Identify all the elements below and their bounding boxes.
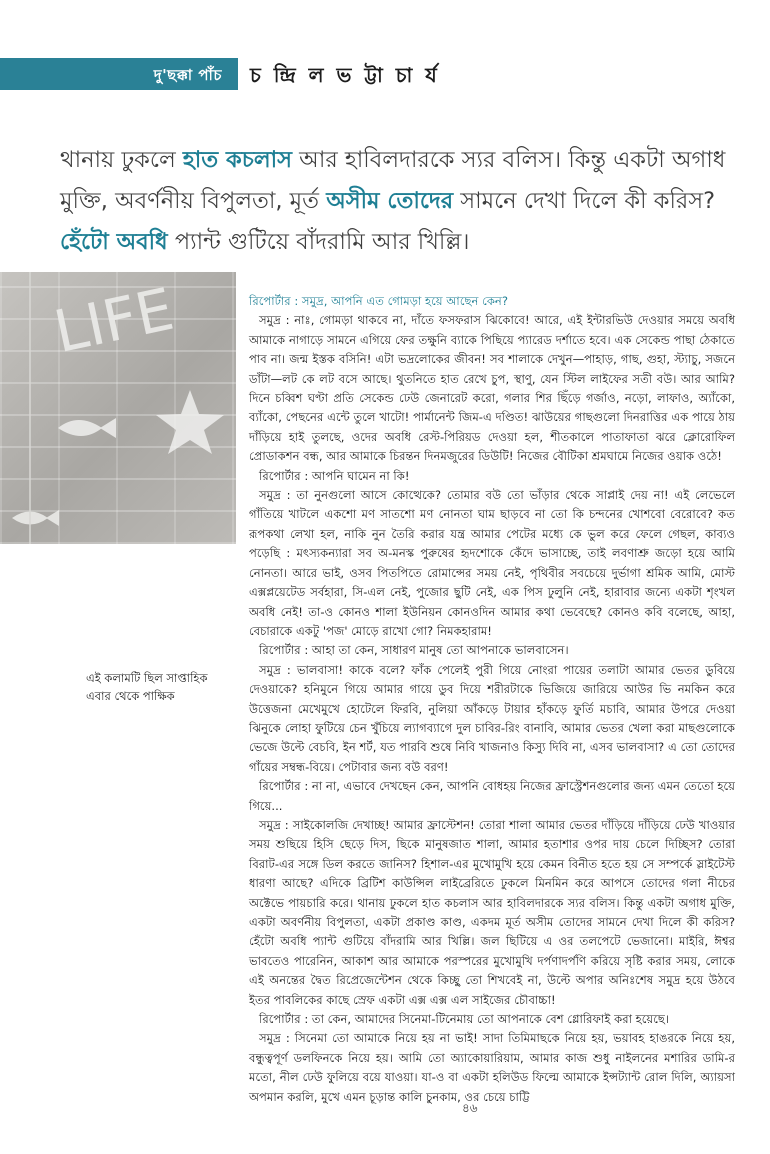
pull-quote-text: থানায় ঢুকলে: [60, 147, 183, 173]
pull-quote-text: আর হাবিলদারকে স্যর বলিস। কিন্তু একটা অগাধ মুক্তি, অবর্ণনীয় বিপুলতা, মূর্ত: [60, 147, 726, 214]
author-name: চ ন্দ্রি ল ভ ট্টা চা র্য: [250, 63, 440, 87]
article-paragraph: সমুদ্র : সাইকোলজি দেখাচ্ছ! আমার ফ্রাস্টেশন! তোরা শালা আমার ভেতর দাঁড়িয়ে দাঁড়িয়ে ঢেউ খাওয়ার সময় শুছিয়ে হিসি ছেড়ে দিস, ছিকে মানুষজাত শালা, আমার হতাশার ওপর দায় চেলে দিচ্ছিস? তোরা বিরাট-এর সঙ্গে ডিল করতে জানিস? হিশাল-এর মুখোমুখি হয়ে কেমন বিনীত হতে হয় সে সম্পর্কে স্লাইটেস্ট ধারণা আছে? এদিকে ব্রিটিশ কাউন্সিল লাইব্রেরিতে ঢুকলে মিনমিন করে আপসে তোদের গলা নীচের অক্টেভে পায়চারি করে। থানায় ঢুকলে হাত কচলাস আর হাবিলদারকে স্যর বলিস। কিন্তু একটা অগাধ মুক্তি, একটা অবর্ণনীয় বিপুলতা, একটা প্রকাণ্ড কাণ্ড, একদম মূর্ত অসীম তোদের সামনে দেখা দিলে কী করিস? হেঁটো অবধি প্যান্ট গুটিয়ে বাঁদরামি আর খিল্লি। জল ছিটিয়ে এ ওর তলপেটে ভেজানো। মাইরি, ঈশ্বর ভাবতেও পারেনিন, আকাশ আর আমাকে পরস্পরের মুখোমুখি দর্পণাদর্পণি করিয়ে সৃষ্টি করার সময়, লোকে এই অনন্তের দ্বৈত রিপ্রেজেন্টেশন থেকে কিচ্ছু তো শিখবেই না, উল্টে অপার অনিঃশেষ সমুদ্র হয়ে উঠবে ইতর পাবলিকের কাছে স্রেফ একটা এক্স এক্স এল সাইজের চৌবাচ্চা!: [249, 817, 735, 1007]
pull-quote-text: প্যান্ট গুটিয়ে বাঁদরামি আর খিল্লি।: [167, 229, 470, 255]
pull-quote-highlight: অসীম তোদের: [326, 188, 454, 214]
caption-line: এবার থেকে পাক্ষিক: [86, 689, 175, 703]
pull-quote-highlight: হেঁটো অবধি: [60, 229, 168, 255]
pull-quote-text: সামনে দেখা দিলে কী করিস?: [453, 188, 716, 214]
article-paragraph: রিপোর্টার : না না, এভাবে দেখছেন কেন, আপনি বোধহয় নিজের ফ্রাস্ট্রেশনগুলোর জন্য এমন তেতো হয়ে গিয়ে...: [249, 779, 735, 813]
section-band: [0, 58, 238, 90]
article-paragraph: সমুদ্র : নাঃ, গোমড়া থাকবে না, দাঁতে ফসফরাস ঝিকোবে! আরে, এই ইন্টারভিউ দেওয়ার সময়ে অবধি আমাকে নাগাড়ে সামনে এগিয়ে ফের তক্ষুনি ব্যাকে পিছিয়ে প্যারেড দর্শাতে হবে। এক সেকেন্ড পাছা ঠেকাতে পাব না। জন্ম ইস্তক বসিনি! এটা ভদ্রলোকের জীবন! সব শালাকে দেখুন—পাহাড়, গাছ, গুহা, স্ট্যাচু, সজনে ডাঁটা—লট কে লট বসে আছে। থুতনিতে হাত রেখে চুপ, স্থাণু, যেন স্টিল লাইফের সতী বউ। আর আমি? দিনে চব্বিশ ঘণ্টা প্রতি সেকেন্ড ঢেউ জেনারেট করো, গলার শির ছিঁড়ে গর্জাও, নড়ো, লাফাও, অ্যাঁকো, ব্যাঁকো, পেছনের এন্টে তুলে খাটো! পার্মানেন্ট জিম-এ দণ্ডিত! ঝাউয়ের গাছগুলো দিনরাত্তির এক পায়ে ঠায় দাঁড়িয়ে হাই তুলছে, ওদের অবধি রেস্ট-পিরিয়ড দেওয়া হল, শীতকালে পাতাফাতা ঝরে ক্লোরোফিল প্রোডাকশন বন্ধ, আর আমাকে চিরন্তন দিনমজুরের ডিউটি! নিজের বৌটিকা শ্রমঘামে নিজের ওয়াক ওঠে!: [249, 313, 735, 464]
article-lead: রিপোর্টার : সমুদ্র, আপনি এত গোমড়া হয়ে আছেন কেন?: [249, 294, 509, 308]
caption: [86, 669, 236, 705]
pull-quote: [60, 140, 736, 263]
pull-quote-highlight: হাত কচলাস: [182, 147, 292, 173]
caption-line: এই কলামটি ছিল সাপ্তাহিক: [86, 671, 208, 685]
wall-text: LIFE: [48, 274, 180, 367]
fish-graffiti-small-icon: [12, 510, 59, 526]
article-paragraph: রিপোর্টার : আপনি ঘামেন না কি!: [259, 468, 410, 483]
wall-photo: [0, 272, 236, 544]
fish-graffiti-icon: [58, 418, 116, 438]
article-paragraph: সমুদ্র : তা নুনগুলো আসে কোত্থেকে? তোমার বউ তো ভাঁড়ার থেকে সাপ্লাই দেয় না! এই লেভেলে গাঁতিয়ে খাটলে একশো মণ সাতশো মণ নোনতা ঘাম ছাড়বে না তো কি চন্দনের খোশবো বেরোবে? কত রূপকথা লেখা হল, নাকি নুন তৈরি করার যন্ত্র আমার পেটের মধ্যে কে ভুল করে ফেলে গেছল, কাব্যও পড়েছি : মৎস্যকন্যারা সব অ-মনস্ক পুরুষের হৃদশোকে কেঁদে ভাসাচ্ছে, তাই লবণাশ্রু জড়ো হয়ে আমি নোনতা। আরে ভাই, ওসব পিতপিতে রোমান্সের সময় নেই, পৃথিবীর সবচেয়ে দুর্ভাগা শ্রমিক আমি, মোস্ট এক্সপ্লয়েটেড সর্বহারা, সি-এল নেই, পুজোর ছুটি নেই, এক পিস ঢুলুনি নেই, হারাবার জন্যে একটা শৃংখল অবধি নেই! তা-ও কোনও শালা ইউনিয়ন কোনওদিন আমার কথা ভেবেছে? কোনও কবি বলেছে, আহা, বেচারাকে একটু 'পজ' মোড়ে রাখো গো? নিমকহারাম!: [249, 488, 735, 638]
wall-graffiti-illustration: [0, 272, 236, 544]
article-paragraph: রিপোর্টার : তা কেন, আমাদের সিনেমা-টিনেমায় তো আপনাকে বেশ গ্লোরিফাই করা হয়েছে।: [259, 1012, 670, 1027]
section-title: দু'ছক্কা পাঁচ: [153, 66, 222, 84]
page-number: ৪৬: [462, 1101, 478, 1115]
article-body: [249, 292, 735, 1107]
article-paragraph: রিপোর্টার : আহা তা কেন, সাধারণ মানুষ তো আপনাকে ভালবাসেন।: [259, 643, 569, 658]
article-paragraph: সমুদ্র : ভালবাসা! কাকে বলে? ফাঁক পেলেই পুরী গিয়ে নোংরা পায়ের তলাটা আমার ভেতর ডুবিয়ে দেওয়াকে? হনিমুনে গিয়ে আমার গায়ে ডুব দিয়ে শরীরটাকে ভিজিয়ে জারিয়ে আউর ভি নমকিন করে উত্তেজনা মেখেমুখে হোটেলে ফিরবি, নুলিয়া আঁকড়ে টায়ার হাঁকড়ে ফুর্তি মচাবি, আমার উপরে দেওয়া ঝিনুকে লোহা ফুটিয়ে চেন খুঁচিয়ে ল্যাগব্যাগে দুল চাবির-রিং বানাবি, আমার ভেতর খেলা করা মাছগুলোকে ভেজে উল্টে বেচবি, ইন শর্ট, যত পারবি শুষে নিবি খাজনাও কিস্যু দিবি না, এসব ভালবাসা? এ তো তোদের গাঁয়ের সম্বন্ধ-বিয়ে। পেটাবার জন্য বউ বরণ!: [249, 662, 735, 774]
star-graffiti-icon: [156, 390, 224, 454]
article-paragraph: সমুদ্র : সিনেমা তো আমাকে নিয়ে হয় না ভাই! সাদা তিমিমাছকে নিয়ে হয়, ভয়াবহ হাঙরকে নিয়ে হয়, বন্ধুত্বপূর্ণ ডলফিনকে নিয়ে হয়। আমি তো অ্যাকোয়ারিয়াম, আমার কাজ শুধু নাইলনের মশারির ডামি-র মতো, নীল ঢেউ ফুলিয়ে বয়ে যাওয়া। যা-ও বা একটা হলিউড ফিল্মে আমাকে ইন্সট্যান্ট রোল দিলি, অ্যায়সা অপমান করলি, মুখে এমন চূড়ান্ত কালি চুনকাম, ওর চেয়ে চাট্টি: [249, 1031, 735, 1104]
